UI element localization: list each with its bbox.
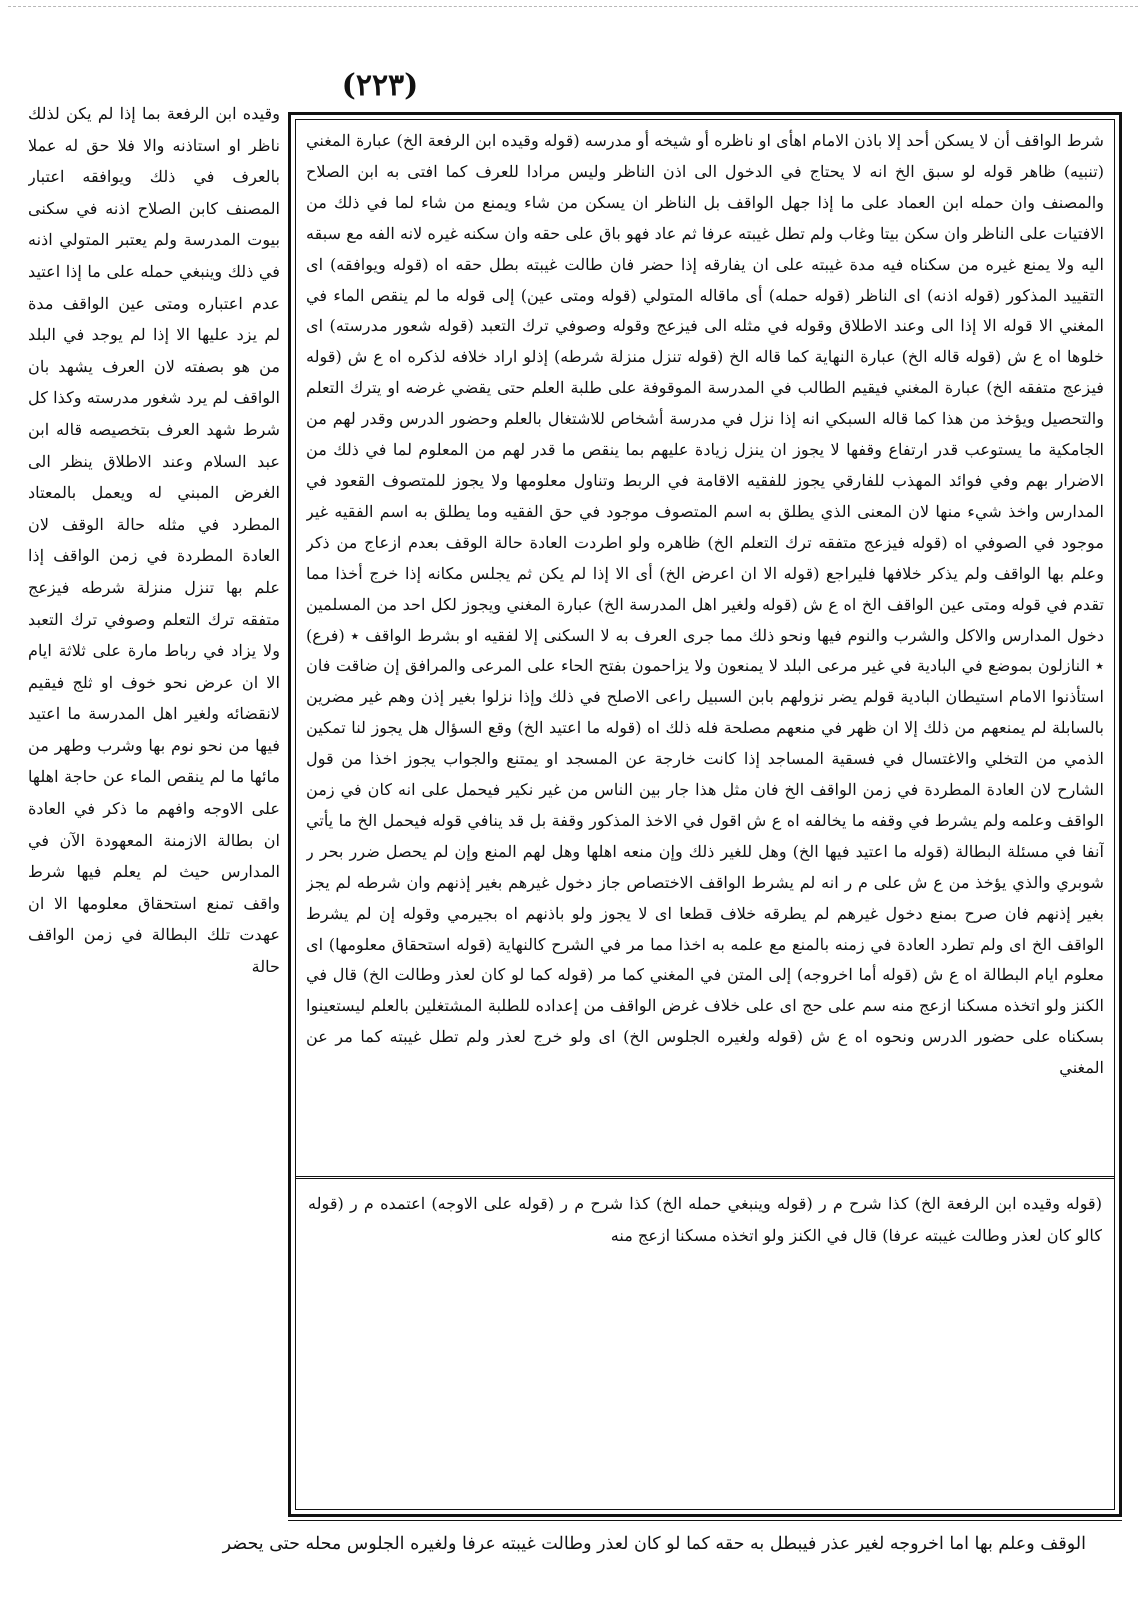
footnote-text: (قوله وقيده ابن الرفعة الخ) كذا شرح م ر (قوله وينبغي حمله الخ) كذا شرح م ر (قوله على الاوجه) اعتمده م ر (قوله كالو كان لعذر وطالت غيبته عرفا) قال في الكنز ولو اتخذه مسكنا ازعج منه bbox=[308, 1194, 1102, 1245]
margin-text-column: وقيده ابن الرفعة بما إذا لم يكن لذلك ناظر او استاذنه والا فلا حق له عملا بالعرف في ذلك ويوافقه اعتبار المصنف كابن الصلاح اذنه في سكنى بيوت المدرسة ولم يعتبر المتولي اذنه في ذلك وينبغي حمله على ما إذا اعتيد عدم اعتباره ومتى عين الواقف مدة لم يزد عليها الا إذا لم يوجد في البلد من هو بصفته لان العرف يشهد بان الواقف لم يرد شغور مدرسته وكذا كل شرط شهد العرف بتخصيصه قاله ابن عبد السلام وعند الاطلاق ينظر الى الغرض المبني له ويعمل بالمعتاد المطرد في مثله حالة الوقف لان العادة المطردة في زمن الواقف إذا علم بها تنزل منزلة شرطه فيزعج متفقه ترك التعلم وصوفي ترك التعبد ولا يزاد في رباط مارة على ثلاثة ايام الا ان عرض نحو خوف او ثلج فيقيم لانقضائه ولغير اهل المدرسة ما اعتيد فيها من نحو نوم بها وشرب وطهر من مائها ما لم ينقص الماء عن حاجة اهلها على الاوجه وافهم ما ذكر في العادة ان بطالة الازمنة المعهودة الآن في المدارس حيث لم يعلم فيها شرط واقف تمنع استحقاق معلومها الا ان عهدت تلك البطالة في زمن الواقف حالة bbox=[28, 104, 280, 977]
commentary-inner-frame bbox=[295, 119, 1115, 1510]
top-dashed-rule bbox=[8, 6, 1138, 7]
commentary-divider bbox=[296, 1176, 1114, 1179]
page-number: (٢٢٣) bbox=[341, 68, 419, 103]
bottom-rule bbox=[288, 1520, 1122, 1521]
bottom-continuation-line: الوقف وعلم بها اما اخروجه لغير عذر فيبطل به حقه كما لو كان لعذر وطالت غيبته عرفا ولغيره الجلوس محله حتى يحضر bbox=[222, 1534, 1086, 1554]
commentary-frame bbox=[288, 112, 1122, 1517]
commentary-text: شرط الواقف أن لا يسكن أحد إلا باذن الامام اهأى او ناظره أو شيخه أو مدرسه (قوله وقيده ابن الرفعة الخ) عبارة المغني (تنبيه) ظاهر قوله لو سبق الخ انه لا يحتاج في الدخول الى اذن الناظر وليس مرادا للعرف كما افتى به ابن الصلاح والمصنف وان حمله ابن العماد على ما إذا جهل الواقف بل الناظر ان يسكن من شاء ويمنع من شاء لما في ذلك من الافتيات على الناظر وان سكن بيتا وغاب ولم تطل غيبته عرفا ثم عاد فهو باق على حقه وان سكنه غيره لانه الفه مع سبقه اليه ولا يمنع غيره من سكناه فيه مدة غيبته على ان يفارقه إذا حضر فان طالت غيبته بطل حقه اه (قوله ويوافقه) اى التقييد المذكور (قوله اذنه) اى الناظر (قوله حمله) أى ماقاله المتولي (قوله ومتى عين) إلى قوله ما لم ينقص الماء في المغني الا قوله الا إذا الى وعند الاطلاق وقوله في مثله الى فيزعج وقوله وصوفي ترك التعبد (قوله شعور مدرسته) اى خلوها اه ع ش (قوله قاله الخ) عبارة النهاية كما قاله الخ (قوله تنزل منزلة شرطه) إذلو اراد خلافه لذكره اه ع ش (قوله فيزعج متفقه الخ) عبارة المغني فيقيم الطالب في المدرسة الموقوفة على طلبة العلم حتى يقضي غرضه او يترك التعلم والتحصيل ويؤخذ من هذا كما قاله السبكي انه إذا نزل في مدرسة أشخاص للاشتغال بالعلم وحضور الدرس وقدر لهم من الجامكية ما يستوعب قدر ارتفاع وقفها لا يجوز ان ينزل زيادة عليهم بما ينقص ما قدر لهم من المعلوم لما في ذلك من الاضرار بهم وفي فوائد المهذب للفارقي يجوز للفقيه الاقامة في الربط وتناول معلومها ولا يجوز للمتصوف القعود في المدارس واخذ شيء منها لان المعنى الذي يطلق به اسم المتصوف موجود في حق الفقيه وما يطلق به اسم الفقيه غير موجود في الصوفي اه (قوله فيزعج متفقه ترك التعلم الخ) ظاهره ولو اطردت العادة حالة الوقف بعدم ازعاج من ذكر وعلم بها الواقف ولم يذكر خلافها فليراجع (قوله الا ان اعرض الخ) أى الا إذا لم يكن ثم يجلس مكانه إذا خرج أخذا مما تقدم في قوله ومتى عين الواقف الخ اه ع ش (قوله ولغير اهل المدرسة الخ) عبارة المغني ويجوز لكل احد من المسلمين دخول المدارس والاكل والشرب والنوم فيها ونحو ذلك مما جرى العرف به لا السكنى إلا لفقيه او بشرط الواقف ٭ (فرع) ٭ النازلون بموضع في البادية في غير مرعى البلد لا يمنعون ولا يزاحمون بفتح الحاء على المرعى والمرافق إن ضاقت فان استأذنوا الامام استيطان البادية قولم يضر نزولهم بابن السبيل راعى الاصلح في ذلك وإذا نزلوا بغير إذن وهم غير مضرين بالسابلة لم يمنعهم من ذلك إلا ان ظهر في منعهم مصلحة فله ذلك اه (قوله ما اعتيد الخ) وقع السؤال هل يجوز لنا تمكين الذمي من التخلي والاغتسال في فسقية المساجد إذا كانت خارجة عن المسجد او يمتنع والجواب يجوز اخذا من قول الشارح لان العادة المطردة في زمن الواقف الخ فان مثل هذا جار بين الناس من غير نكير فيحمل على انه كان في زمن الواقف وعلمه ولم يشرط في وقفه ما يخالفه اه ع ش اقول في الاخذ المذكور وقفة بل قد ينافي قوله فيحمل الخ ما يأتي آنفا في مسئلة البطالة (قوله ما اعتيد فيها الخ) وهل للغير ذلك وإن منعه اهلها وهل لهم المنع وإن لم يحصل ضرر بحر ر شوبري والذي يؤخذ من ع ش على م ر انه لم يشرط الواقف الاختصاص جاز دخول غيرهم بغير إذنهم وان شرطه لم يجز بغير إذنهم فان صرح بمنع دخول غيرهم لم يطرقه خلاف قطعا اى لا يجوز ولو باذنهم اه بجيرمي وقوله إن لم يشرط الواقف الخ اى ولم تطرد العادة في زمنه بالمنع مع علمه به اخذا مما مر في الشرح كالنهاية (قوله استحقاق معلومها) اى معلوم ايام البطالة اه ع ش (قوله أما اخروجه) إلى المتن في المغني كما مر (قوله كما لو كان لعذر وطالت الخ) قال في الكنز ولو اتخذه مسكنا ازعج منه سم على حج اى على خلاف غرض الواقف من إعداده للطلبة المشتغلين بالعلم ليستعينوا بسكناه على حضور الدرس ونحوه اه ع ش (قوله ولغيره الجلوس الخ) اى ولو خرج لعذر ولم تطل غيبته كما مر عن المغني bbox=[306, 131, 1104, 1078]
